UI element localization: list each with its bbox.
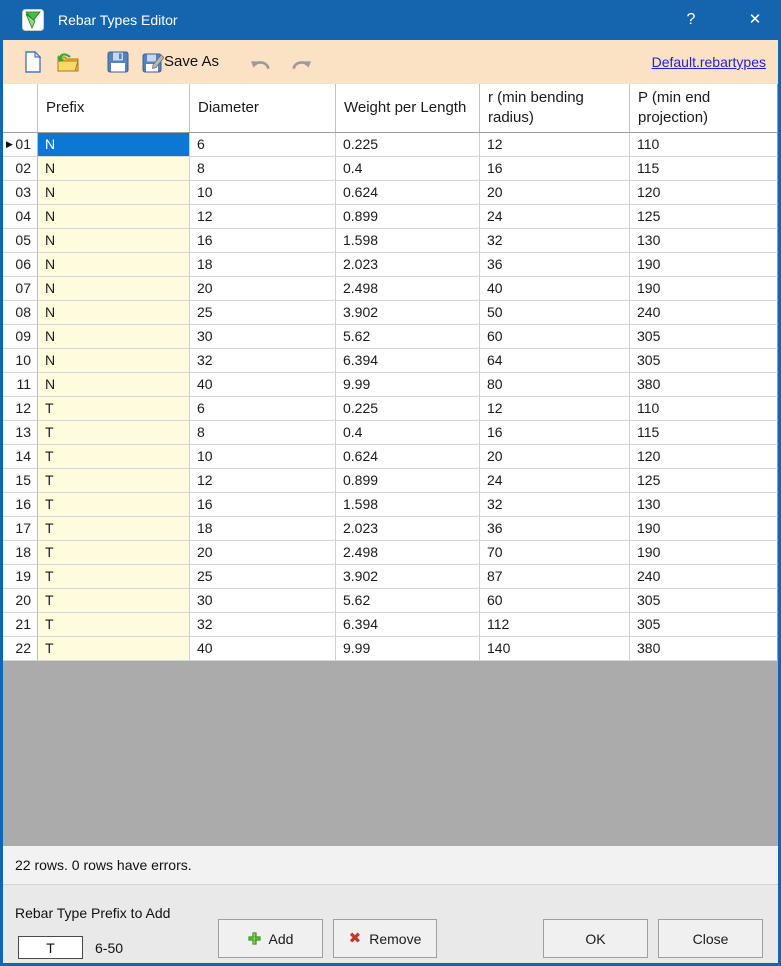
cell-prefix[interactable]: T: [38, 589, 190, 613]
row-header[interactable]: 11: [3, 373, 38, 397]
cell-prefix[interactable]: T: [38, 613, 190, 637]
add-button[interactable]: [218, 919, 323, 958]
cell-r[interactable]: 16: [480, 421, 630, 445]
cell-p[interactable]: 120: [630, 445, 778, 469]
cell-prefix[interactable]: N: [38, 205, 190, 229]
table-header-row: [3, 84, 778, 133]
cell-r[interactable]: 60: [480, 325, 630, 349]
column-header-p[interactable]: P (min end projection): [630, 84, 778, 132]
cell-r[interactable]: 20: [480, 445, 630, 469]
row-header[interactable]: 22: [3, 637, 38, 661]
column-header-prefix[interactable]: Prefix: [38, 84, 190, 132]
cell-weight[interactable]: 5.62: [336, 589, 480, 613]
cell-diameter[interactable]: 8: [190, 157, 336, 181]
cell-prefix[interactable]: T: [38, 565, 190, 589]
cell-diameter[interactable]: 6: [190, 397, 336, 421]
cell-r[interactable]: 12: [480, 133, 630, 157]
undo-icon: [250, 54, 272, 76]
cell-weight[interactable]: 0.899: [336, 205, 480, 229]
cell-weight[interactable]: 6.394: [336, 613, 480, 637]
cell-prefix[interactable]: T: [38, 541, 190, 565]
cell-p[interactable]: 120: [630, 181, 778, 205]
cell-r[interactable]: 20: [480, 181, 630, 205]
cell-diameter[interactable]: 16: [190, 229, 336, 253]
footer-panel: [3, 884, 778, 963]
cell-diameter[interactable]: 18: [190, 253, 336, 277]
cell-prefix[interactable]: N: [38, 325, 190, 349]
save-as-icon[interactable]: [142, 51, 164, 73]
cell-r[interactable]: 32: [480, 493, 630, 517]
cell-p[interactable]: 110: [630, 133, 778, 157]
cell-diameter[interactable]: 32: [190, 613, 336, 637]
row-header[interactable]: 19: [3, 565, 38, 589]
cell-prefix[interactable]: N: [38, 253, 190, 277]
cell-diameter[interactable]: 30: [190, 325, 336, 349]
remove-button-label: Remove: [369, 930, 422, 947]
cell-p[interactable]: 305: [630, 325, 778, 349]
ok-button[interactable]: [543, 919, 648, 958]
cell-r[interactable]: 16: [480, 157, 630, 181]
row-header[interactable]: 06: [3, 253, 38, 277]
cell-weight[interactable]: 0.624: [336, 181, 480, 205]
row-header[interactable]: 03: [3, 181, 38, 205]
table-corner-cell: [3, 84, 38, 132]
cell-diameter[interactable]: 40: [190, 637, 336, 661]
cell-prefix[interactable]: T: [38, 421, 190, 445]
plus-icon: [248, 932, 261, 945]
close-button-label: Close: [692, 930, 729, 947]
cell-weight[interactable]: 9.99: [336, 637, 480, 661]
help-button[interactable]: ?: [686, 11, 696, 28]
cell-weight[interactable]: 5.62: [336, 325, 480, 349]
remove-button[interactable]: [333, 919, 437, 958]
cell-r[interactable]: 112: [480, 613, 630, 637]
cell-prefix[interactable]: N: [38, 181, 190, 205]
cell-p[interactable]: 190: [630, 277, 778, 301]
cell-prefix[interactable]: N: [38, 373, 190, 397]
cell-p[interactable]: 125: [630, 469, 778, 493]
cell-r[interactable]: 36: [480, 253, 630, 277]
cell-prefix[interactable]: T: [38, 445, 190, 469]
cell-r[interactable]: 140: [480, 637, 630, 661]
row-header[interactable]: 04: [3, 205, 38, 229]
cell-diameter[interactable]: 20: [190, 541, 336, 565]
cell-r[interactable]: 36: [480, 517, 630, 541]
cell-weight[interactable]: 2.498: [336, 541, 480, 565]
cell-diameter[interactable]: 12: [190, 205, 336, 229]
cell-r[interactable]: 24: [480, 205, 630, 229]
row-header[interactable]: 10: [3, 349, 38, 373]
cell-diameter[interactable]: 12: [190, 469, 336, 493]
cell-p[interactable]: 130: [630, 493, 778, 517]
window-title: Rebar Types Editor: [58, 12, 178, 28]
row-header[interactable]: 20: [3, 589, 38, 613]
remove-x-icon: ✖: [348, 930, 362, 947]
cell-diameter[interactable]: 25: [190, 565, 336, 589]
title-bar: [0, 0, 781, 40]
row-header[interactable]: 05: [3, 229, 38, 253]
cell-p[interactable]: 130: [630, 229, 778, 253]
cell-p[interactable]: 115: [630, 421, 778, 445]
diameter-range-hint: 6-50: [95, 940, 124, 956]
row-header[interactable]: 02: [3, 157, 38, 181]
cell-weight[interactable]: 2.023: [336, 253, 480, 277]
cell-prefix[interactable]: N: [38, 301, 190, 325]
cell-r[interactable]: 40: [480, 277, 630, 301]
cell-diameter[interactable]: 10: [190, 445, 336, 469]
cell-weight[interactable]: 0.4: [336, 157, 480, 181]
cell-weight[interactable]: 2.498: [336, 277, 480, 301]
cell-prefix[interactable]: N: [38, 229, 190, 253]
cell-p[interactable]: 190: [630, 541, 778, 565]
cell-weight[interactable]: 0.899: [336, 469, 480, 493]
cell-prefix[interactable]: N: [38, 349, 190, 373]
cell-weight[interactable]: 3.902: [336, 301, 480, 325]
cell-r[interactable]: 64: [480, 349, 630, 373]
cell-p[interactable]: 190: [630, 517, 778, 541]
cell-p[interactable]: 380: [630, 373, 778, 397]
cell-weight[interactable]: 0.225: [336, 397, 480, 421]
app-icon: [22, 9, 44, 31]
cell-weight[interactable]: 3.902: [336, 565, 480, 589]
cell-weight[interactable]: 0.624: [336, 445, 480, 469]
cell-p[interactable]: 190: [630, 253, 778, 277]
cell-prefix[interactable]: N: [38, 277, 190, 301]
cell-r[interactable]: 50: [480, 301, 630, 325]
row-header[interactable]: 13: [3, 421, 38, 445]
prefix-input[interactable]: [18, 936, 83, 959]
cell-r[interactable]: 70: [480, 541, 630, 565]
cell-r[interactable]: 12: [480, 397, 630, 421]
toolbar: [3, 40, 778, 84]
cell-diameter[interactable]: 25: [190, 301, 336, 325]
open-file-icon[interactable]: [57, 51, 79, 73]
cell-diameter[interactable]: 6: [190, 133, 336, 157]
cell-diameter[interactable]: 30: [190, 589, 336, 613]
cell-prefix[interactable]: N: [38, 157, 190, 181]
current-file-link[interactable]: Default.rebartypes: [651, 54, 766, 70]
column-header-r[interactable]: r (min bending radius): [480, 84, 630, 132]
column-header-diameter[interactable]: Diameter: [190, 84, 336, 132]
cell-weight[interactable]: 0.4: [336, 421, 480, 445]
row-header[interactable]: 15: [3, 469, 38, 493]
cell-weight[interactable]: 1.598: [336, 229, 480, 253]
cell-r[interactable]: 87: [480, 565, 630, 589]
row-header[interactable]: 17: [3, 517, 38, 541]
cell-diameter[interactable]: 18: [190, 517, 336, 541]
cell-weight[interactable]: 1.598: [336, 493, 480, 517]
current-row-marker: ▶: [6, 139, 13, 149]
row-header[interactable]: 09: [3, 325, 38, 349]
ok-button-label: OK: [585, 930, 606, 947]
cell-r[interactable]: 60: [480, 589, 630, 613]
cell-prefix[interactable]: T: [38, 493, 190, 517]
prefix-to-add-label: Rebar Type Prefix to Add: [15, 905, 171, 921]
add-button-label: Add: [268, 930, 294, 947]
cell-prefix[interactable]: T: [38, 517, 190, 541]
cell-p[interactable]: 305: [630, 613, 778, 637]
cell-p[interactable]: 240: [630, 301, 778, 325]
cell-prefix[interactable]: T: [38, 469, 190, 493]
cell-prefix[interactable]: T: [38, 397, 190, 421]
cell-weight[interactable]: 9.99: [336, 373, 480, 397]
cell-r[interactable]: 80: [480, 373, 630, 397]
close-button[interactable]: [658, 919, 763, 958]
cell-diameter[interactable]: 40: [190, 373, 336, 397]
cell-p[interactable]: 110: [630, 397, 778, 421]
cell-r[interactable]: 32: [480, 229, 630, 253]
new-file-icon[interactable]: [22, 51, 44, 73]
cell-diameter[interactable]: 20: [190, 277, 336, 301]
row-header[interactable]: 21: [3, 613, 38, 637]
save-icon[interactable]: [107, 51, 129, 73]
save-as-label[interactable]: Save As: [164, 53, 220, 70]
rebar-table: [3, 84, 778, 846]
cell-r[interactable]: 24: [480, 469, 630, 493]
cell-prefix[interactable]: T: [38, 637, 190, 661]
row-header[interactable]: ▶ 01: [3, 133, 38, 157]
cell-p[interactable]: 115: [630, 157, 778, 181]
row-header[interactable]: 07: [3, 277, 38, 301]
cell-diameter[interactable]: 8: [190, 421, 336, 445]
cell-p[interactable]: 305: [630, 589, 778, 613]
row-header[interactable]: 14: [3, 445, 38, 469]
cell-p[interactable]: 380: [630, 637, 778, 661]
cell-prefix[interactable]: N: [38, 133, 190, 157]
row-header[interactable]: 16: [3, 493, 38, 517]
cell-diameter[interactable]: 10: [190, 181, 336, 205]
table-body: [3, 133, 778, 661]
cell-diameter[interactable]: 32: [190, 349, 336, 373]
row-header[interactable]: 12: [3, 397, 38, 421]
cell-p[interactable]: 125: [630, 205, 778, 229]
row-header[interactable]: 08: [3, 301, 38, 325]
column-header-weight[interactable]: Weight per Length: [336, 84, 480, 132]
redo-icon: [290, 54, 312, 76]
row-header[interactable]: 18: [3, 541, 38, 565]
cell-p[interactable]: 240: [630, 565, 778, 589]
cell-weight[interactable]: 2.023: [336, 517, 480, 541]
cell-diameter[interactable]: 16: [190, 493, 336, 517]
status-bar: 22 rows. 0 rows have errors.: [3, 846, 778, 884]
cell-p[interactable]: 305: [630, 349, 778, 373]
cell-weight[interactable]: 0.225: [336, 133, 480, 157]
close-window-button[interactable]: ✕: [748, 11, 762, 28]
cell-weight[interactable]: 6.394: [336, 349, 480, 373]
